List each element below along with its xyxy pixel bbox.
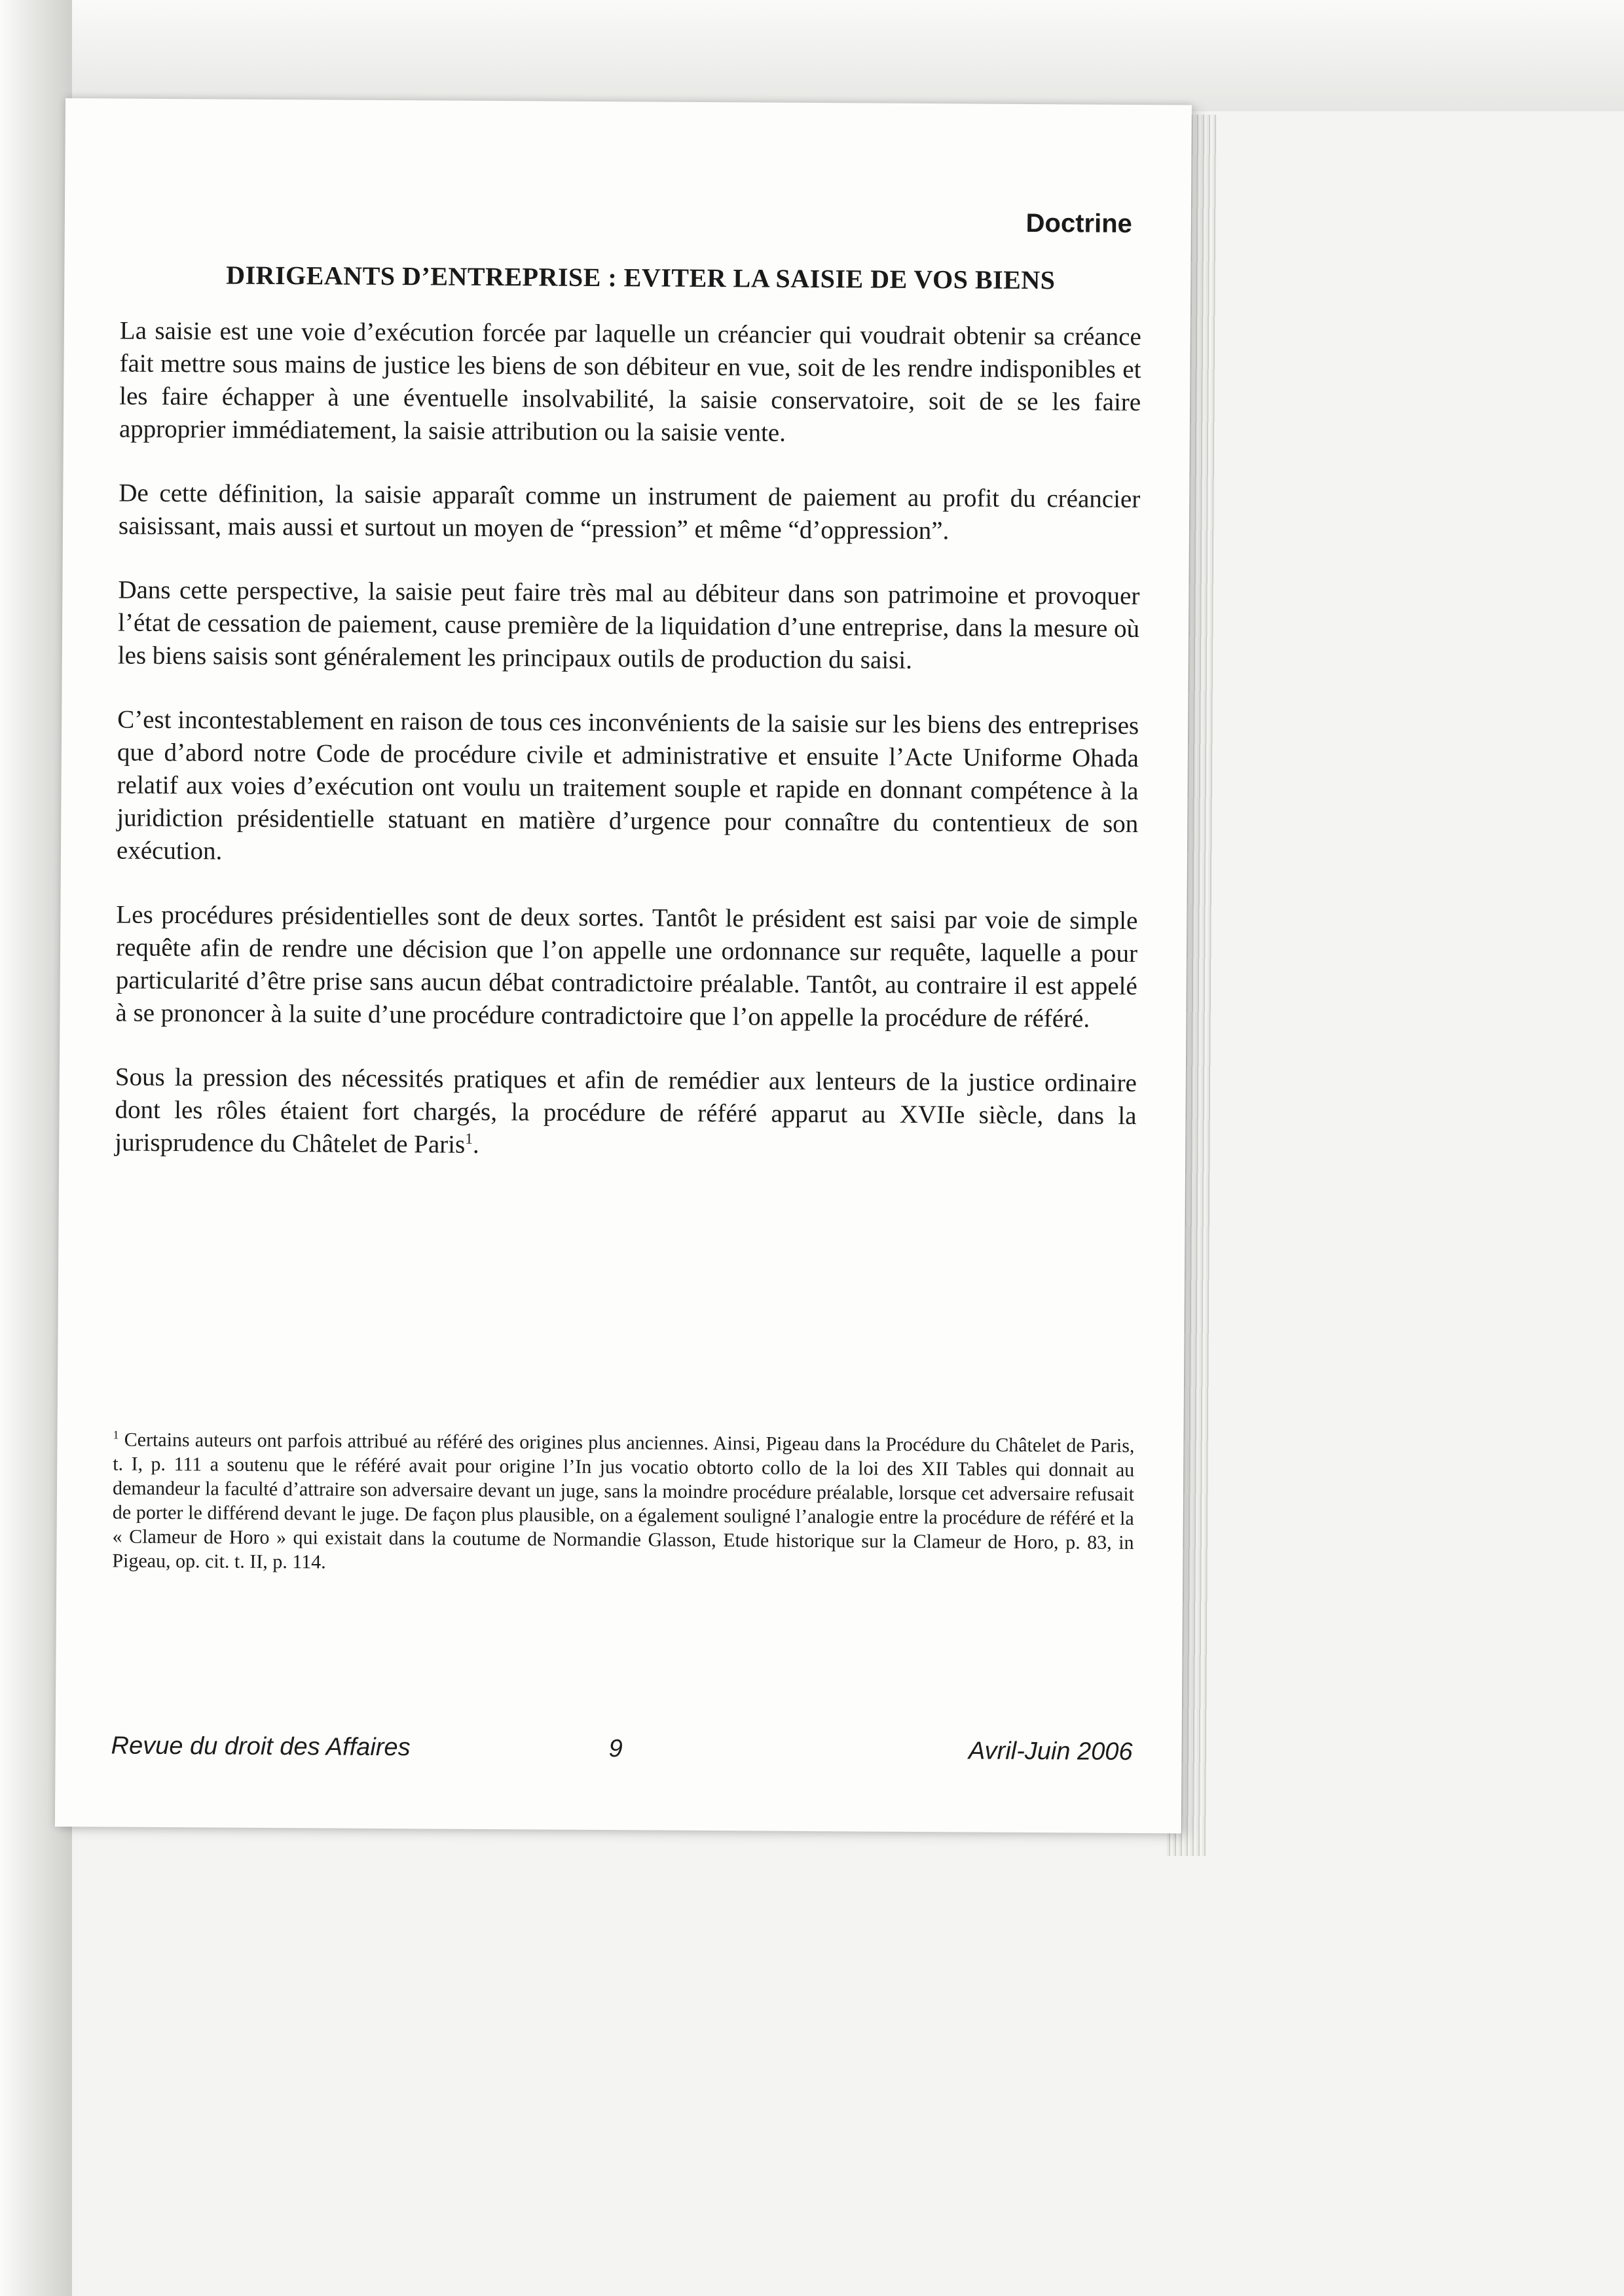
paragraph: Dans cette perspective, la saisie peut faire très mal au débiteur dans son patrimoine et provoquer l’état de cessation de paiement, cause première de la liquidation d’une entreprise, dans la mesure où les biens saisis sont généralement les principaux outils de production du saisi. xyxy=(117,575,1140,674)
paragraph-last-text: Sous la pression des nécessités pratiques et afin de remédier aux lenteurs de la justice ordinaire dont les rôles étaient fort chargés, la procédure de référé apparut au XVIIe siècle, dans la jurisprudence du Châtelet de Paris xyxy=(115,1063,1137,1159)
paragraph: De cette définition, la saisie apparaît comme un instrument de paiement au profit du créancier saisissant, mais aussi et surtout un moyen de “pression” et même “d’oppression”. xyxy=(118,479,1141,545)
page-number: 9 xyxy=(608,1735,623,1763)
page-footer xyxy=(111,1732,1132,1771)
journal-name: Revue du droit des Affaires xyxy=(111,1732,411,1762)
footnote xyxy=(112,1427,1134,1579)
paragraph-last-end: . xyxy=(472,1130,479,1159)
article-body xyxy=(115,315,1141,1197)
document-page xyxy=(55,98,1192,1833)
scan-background-top xyxy=(0,0,1624,111)
issue-date: Avril-Juin 2006 xyxy=(968,1737,1133,1766)
article-title: DIRIGEANTS D’ENTREPRISE : EVITER LA SAISIE DE VOS BIENS xyxy=(226,260,1056,295)
paragraph: Les procédures présidentielles sont de deux sortes. Tantôt le président est saisi par voie de simple requête afin de rendre une décision que l’on appelle une ordonnance sur requête, laquelle a pour particularité d’être prise sans aucun débat contradictoire préalable. Tantôt, au contraire il est appelé à se prononcer à la suite d’une procédure contradictoire que l’on appelle la procédure de référé. xyxy=(115,900,1138,1033)
paragraph: C’est incontestablement en raison de tous ces inconvénients de la saisie sur les biens des entreprises que d’abord notre Code de procédure civile et administrative et ensuite l’Acte Uniforme Ohada relatif aux voies d’exécution ont voulu un traitement souple et rapide en donnant compétence à la juridiction présidentielle statuant en matière d’urgence pour connaître du contentieux de son exécution. xyxy=(116,705,1139,866)
footnote-text: Certains auteurs ont parfois attribué au référé des origines plus anciennes. Ainsi, Pigeau dans la Procédure du Châtelet de Paris, t. I, p. 111 a soutenu que le référé avait pour origine l’In jus vocatio obtorto collo de la loi des XII Tables qui donnait au demandeur la faculté d’attraire son adversaire devant un juge, sans la moindre procédure préalable, lorsque cet adversaire refusait de porter le différend devant le juge. De façon plus plausible, on a également souligné l’analogie entre la procédure de référé et la « Clameur de Horo » qui existait dans la coutume de Normandie Glasson, Etude historique sur la Clameur de Horo, p. 83, in Pigeau, op. cit. t. II, p. 114. xyxy=(112,1429,1135,1573)
paragraph: La saisie est une voie d’exécution forcée par laquelle un créancier qui voudrait obtenir sa créance fait mettre sous mains de justice les biens de son débiteur en vue, soit de les rendre indisponibles et les faire échapper à une éventuelle insolvabilité, la saisie conservatoire, soit de se les faire approprier immédiatement, la saisie attribution ou la saisie vente. xyxy=(119,316,1141,447)
section-header: Doctrine xyxy=(1025,208,1132,238)
paragraph-last xyxy=(115,1061,1137,1165)
footnote-marker: 1 xyxy=(113,1428,119,1442)
footnote-reference[interactable]: 1 xyxy=(465,1130,473,1148)
